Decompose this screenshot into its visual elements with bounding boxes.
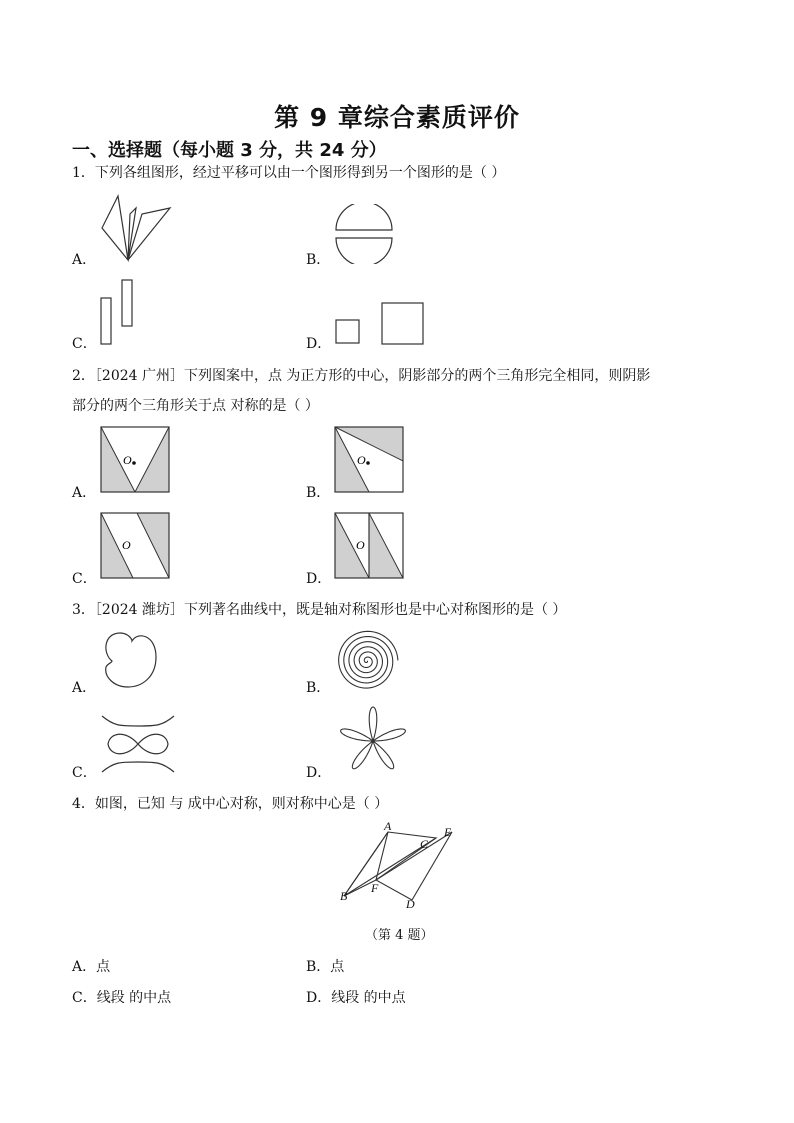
section-heading: 一、选择题（每小题 3 分，共 24 分） <box>72 140 387 161</box>
q3-option-a: A． <box>72 680 97 696</box>
q1-figure-d <box>333 300 428 348</box>
question-4-stem: 4．如图，已知 与 成中心对称，则对称中心是（ ） <box>72 796 389 812</box>
q1-figure-b <box>333 204 395 264</box>
q2-option-d: D． <box>306 571 332 587</box>
q4-option-a: A．点 <box>72 959 111 975</box>
q4-label-c: C <box>420 837 429 851</box>
q3-figure-b-spiral <box>332 626 402 696</box>
q1-option-d: D． <box>306 336 332 352</box>
q4-option-b: B．点 <box>306 959 345 975</box>
q1-option-c: C． <box>72 336 97 352</box>
q1-option-b: B． <box>306 252 331 268</box>
q2a-center-label: O <box>123 453 132 467</box>
q1-option-a: A． <box>72 252 97 268</box>
q4-label-a: A <box>384 820 392 833</box>
q4-figure-caption: （第 4 题） <box>365 928 434 943</box>
q2-figure-c <box>100 512 170 580</box>
q2-option-b: B． <box>306 485 331 501</box>
q2-figure-b <box>334 426 404 494</box>
q2-figure-a <box>100 426 170 494</box>
q3-figure-d-rose <box>338 704 408 778</box>
q3-option-c: C． <box>72 765 97 781</box>
question-3-stem: 3．［2024 潍坊］下列著名曲线中，既是轴对称图形也是中心对称图形的是（ ） <box>72 602 567 618</box>
q4-parallelogram-figure <box>336 820 466 910</box>
q1-figure-a <box>98 192 178 264</box>
question-2-stem-line-2: 部分的两个三角形关于点 对称的是（ ） <box>72 398 319 414</box>
q2-option-a: A． <box>72 485 97 501</box>
question-2-stem-line-1: 2．［2024 广州］下列图案中，点 为正方形的中心，阴影部分的两个三角形完全相同，则阴影 <box>72 368 651 384</box>
q4-label-d: D <box>406 897 415 910</box>
q2d-center-label: O <box>356 538 365 552</box>
question-1-stem: 1．下列各组图形，经过平移可以由一个图形得到另一个图形的是（ ） <box>72 165 506 181</box>
page-title: 第 9 章综合素质评价 <box>274 103 520 132</box>
q3-figure-a-cardioid <box>98 627 160 691</box>
q4-label-b: B <box>340 889 348 903</box>
q2b-center-label: O <box>357 453 366 467</box>
q2-figure-d <box>334 512 404 580</box>
q4-option-c: C．线段 的中点 <box>72 990 172 1006</box>
rose-curve <box>341 707 406 769</box>
q1-figure-c <box>98 278 138 348</box>
q3-figure-c-curve <box>100 710 176 778</box>
q2c-center-label: O <box>122 538 131 552</box>
q3-option-b: B． <box>306 680 331 696</box>
q4-option-d: D．线段 的中点 <box>306 990 406 1006</box>
q3-option-d: D． <box>306 765 332 781</box>
q4-label-e: E <box>444 825 452 839</box>
q2-option-c: C． <box>72 571 97 587</box>
q4-label-f: F <box>371 881 379 895</box>
